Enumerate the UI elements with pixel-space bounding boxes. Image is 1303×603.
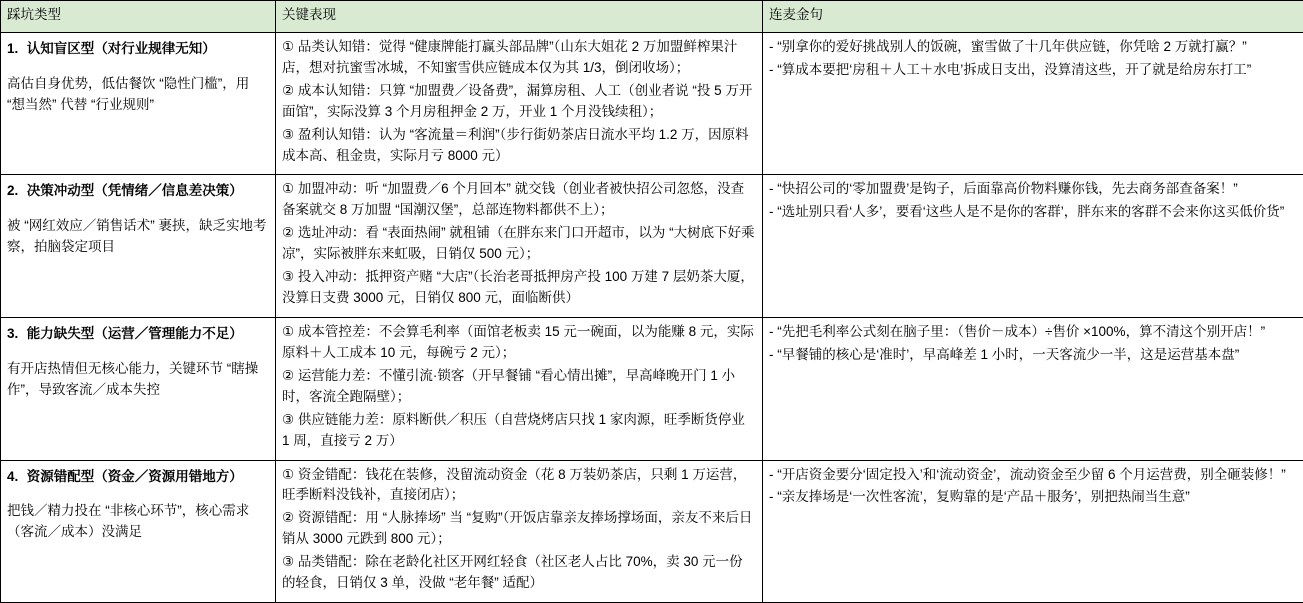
column-header-type: 踩坑类型 bbox=[1, 1, 276, 33]
cell-type bbox=[1, 32, 276, 175]
column-header-performance: 关键表现 bbox=[276, 1, 763, 33]
cell-golden bbox=[763, 175, 1303, 318]
type-name: 认知盲区型（对行业规律无知） bbox=[27, 41, 216, 56]
table-header bbox=[1, 1, 1303, 33]
list-item: ③ 品类错配：除在老龄化社区开网红轻食（社区老人占比 70%，卖 30 元一份的轻食，日销仅 3 单，没做 “老年餐” 适配） bbox=[282, 552, 756, 594]
list-item: ② 成本认知错：只算 “加盟费／设备费”，漏算房租、人工（创业者说 “投 5 万开面馆”，实际没算 3 个月房租押金 2 万，开业 1 个月没钱续租）； bbox=[282, 81, 756, 123]
type-number: 2. bbox=[7, 181, 23, 202]
list-item: - “早餐铺的核心是‘准时’，早高峰差 1 小时，一天客流少一半，这是运营基本盘” bbox=[769, 345, 1297, 366]
list-item: ① 资金错配：钱花在装修，没留流动资金（花 8 万装奶茶店，只剩 1 万运营，旺季断料没钱补，直接闭店）； bbox=[282, 465, 756, 507]
list-item: ② 运营能力差：不懂引流·锁客（开早餐铺 “看心情出摊”，早高峰晚开门 1 小时，客流全跑隔壁）； bbox=[282, 366, 756, 408]
cell-performance bbox=[276, 175, 763, 318]
type-number: 3. bbox=[7, 324, 23, 345]
type-name: 资源错配型（资金／资源用错地方） bbox=[27, 469, 243, 484]
type-description: 把钱／精力投在 “非核心环节”，核心需求（客流／成本）没满足 bbox=[7, 501, 269, 543]
table-row bbox=[1, 175, 1303, 318]
cell-performance bbox=[276, 460, 763, 603]
performance-list bbox=[282, 37, 756, 167]
cell-golden bbox=[763, 32, 1303, 175]
list-item: - “开店资金要分‘固定投入’和‘流动资金’，流动资金至少留 6 个月运营费，别全砸装修！” bbox=[769, 465, 1297, 486]
type-title bbox=[7, 467, 269, 488]
type-description: 被 “网红效应／销售话术” 裹挟，缺乏实地考察，拍脑袋定项目 bbox=[7, 216, 269, 258]
list-item: ① 成本管控差：不会算毛利率（面馆老板卖 15 元一碗面，以为能赚 8 元，实际原料＋人工成本 10 元，每碗亏 2 元）； bbox=[282, 322, 756, 364]
golden-list bbox=[769, 465, 1297, 509]
list-item: ① 品类认知错：觉得 “健康牌能打赢头部品牌”（山东大姐花 2 万加盟鲜榨果汁店，想对抗蜜雪冰城，不知蜜雪供应链成本仅为其 1/3，倒闭收场）； bbox=[282, 37, 756, 79]
performance-list bbox=[282, 465, 756, 595]
cell-performance bbox=[276, 317, 763, 460]
type-title bbox=[7, 324, 269, 345]
cell-golden bbox=[763, 317, 1303, 460]
type-title bbox=[7, 181, 269, 202]
type-description: 高估自身优势，低估餐饮 “隐性门槛”，用 “想当然” 代替 “行业规则” bbox=[7, 74, 269, 116]
cell-type bbox=[1, 317, 276, 460]
cell-performance bbox=[276, 32, 763, 175]
type-number: 4. bbox=[7, 467, 23, 488]
list-item: - “算成本要把‘房租＋人工＋水电’拆成日支出，没算清这些，开了就是给房东打工” bbox=[769, 60, 1297, 81]
table-row bbox=[1, 460, 1303, 603]
performance-list bbox=[282, 322, 756, 452]
cell-type bbox=[1, 175, 276, 318]
golden-list bbox=[769, 322, 1297, 366]
list-item: ③ 供应链能力差：原料断供／积压（自营烧烤店只找 1 家肉源，旺季断货停业 1 周，直接亏 2 万） bbox=[282, 410, 756, 452]
list-item: - “先把毛利率公式刻在脑子里：（售价－成本）÷售价 ×100%，算不清这个别开店！” bbox=[769, 322, 1297, 343]
list-item: ③ 投入冲动：抵押资产赌 “大店”（长治老哥抵押房产投 100 万建 7 层奶茶大厦，没算日支费 3000 元，日销仅 800 元，面临断供） bbox=[282, 267, 756, 309]
type-name: 决策冲动型（凭情绪／信息差决策） bbox=[27, 183, 243, 198]
table-body bbox=[1, 32, 1303, 602]
list-item: ② 选址冲动：看 “表面热闹” 就租铺（在胖东来门口开超市，以为 “大树底下好乘凉”，实际被胖东来虹吸，日销仅 500 元）； bbox=[282, 223, 756, 265]
golden-list bbox=[769, 179, 1297, 223]
list-item: - “选址别只看‘人多’，要看‘这些人是不是你的客群’，胖东来的客群不会来你这买低价货” bbox=[769, 202, 1297, 223]
list-item: ① 加盟冲动：听 “加盟费／6 个月回本” 就交钱（创业者被快招公司忽悠，没查备案就交 8 万加盟 “国潮汉堡”，总部连物料都供不上）； bbox=[282, 179, 756, 221]
list-item: ② 资源错配：用 “人脉捧场” 当 “复购”（开饭店靠亲友捧场撑场面，亲友不来后日销从 3000 元跌到 800 元）； bbox=[282, 508, 756, 550]
list-item: - “亲友捧场是‘一次性客流’，复购靠的是‘产品＋服务’，别把热闹当生意” bbox=[769, 487, 1297, 508]
type-description: 有开店热情但无核心能力，关键环节 “瞎操作”，导致客流／成本失控 bbox=[7, 359, 269, 401]
performance-list bbox=[282, 179, 756, 309]
type-title bbox=[7, 39, 269, 60]
cell-type bbox=[1, 460, 276, 603]
cell-golden bbox=[763, 460, 1303, 603]
list-item: ③ 盈利认知错：认为 “客流量＝利润”（步行街奶茶店日流水平均 1.2 万，因原料成本高、租金贵，实际月亏 8000 元） bbox=[282, 125, 756, 167]
column-header-golden: 连麦金句 bbox=[763, 1, 1303, 33]
list-item: - “快招公司的‘零加盟费’是钩子，后面靠高价物料赚你钱，先去商务部查备案！” bbox=[769, 179, 1297, 200]
golden-list bbox=[769, 37, 1297, 81]
type-number: 1. bbox=[7, 39, 23, 60]
table-row bbox=[1, 317, 1303, 460]
table-row bbox=[1, 32, 1303, 175]
list-item: - “别拿你的爱好挑战别人的饭碗，蜜雪做了十几年供应链，你凭啥 2 万就打赢？” bbox=[769, 37, 1297, 58]
type-name: 能力缺失型（运营／管理能力不足） bbox=[27, 326, 243, 341]
table-header-row bbox=[1, 1, 1303, 33]
